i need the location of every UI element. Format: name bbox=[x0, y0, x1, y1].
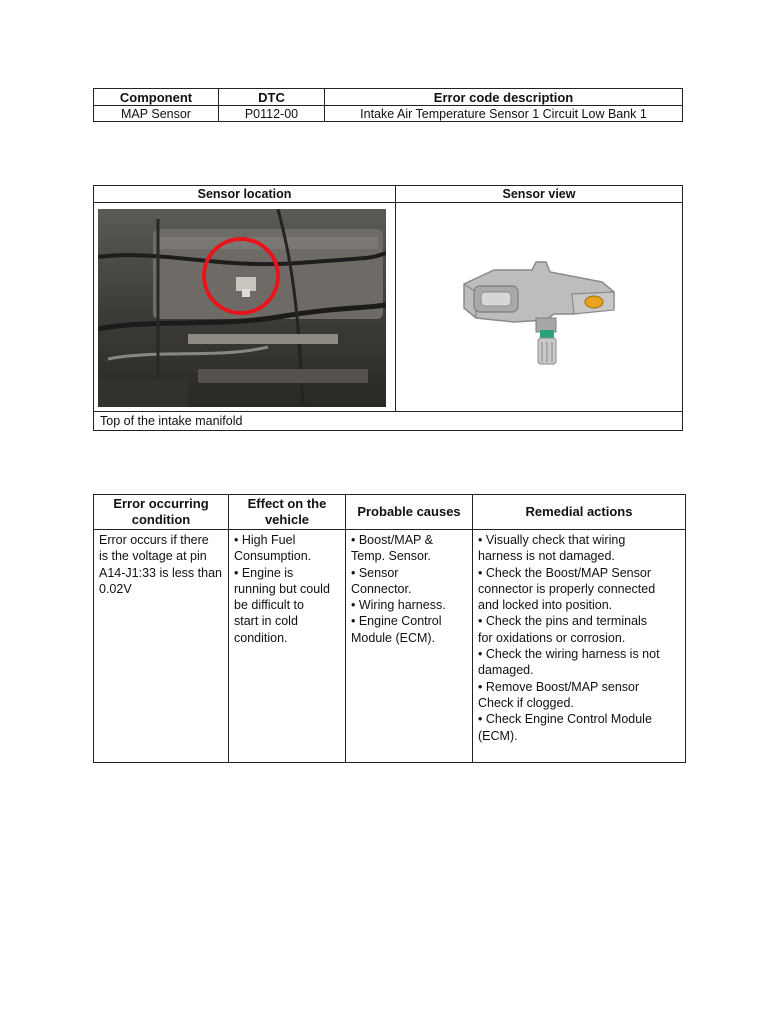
summary-data-row bbox=[94, 106, 683, 122]
condition-line: 0.02V bbox=[99, 581, 132, 596]
header-dtc: DTC bbox=[219, 89, 325, 106]
effect-line: condition. bbox=[234, 630, 288, 645]
effect-line: be difficult to bbox=[234, 598, 304, 613]
condition-cell bbox=[94, 530, 229, 763]
action-line: • Visually check that wiring bbox=[478, 533, 626, 547]
action-line: connector is properly connected bbox=[478, 581, 656, 596]
header-causes: Probable causes bbox=[346, 495, 473, 530]
action-line: and locked into position. bbox=[478, 598, 613, 613]
engine-bay-photo bbox=[98, 209, 386, 407]
causes-cell bbox=[346, 530, 473, 763]
cause-line: • Engine Control bbox=[351, 614, 442, 629]
action-line: • Check the pins and terminals bbox=[478, 614, 648, 629]
location-image-row bbox=[94, 203, 683, 412]
cause-line: Module (ECM). bbox=[351, 630, 436, 645]
effect-line: • High Fuel bbox=[234, 533, 296, 547]
cause-line: Connector. bbox=[351, 581, 412, 596]
summary-header-row bbox=[94, 89, 683, 106]
header-effect: Effect on the vehicle bbox=[229, 495, 346, 530]
action-line: • Check the Boost/MAP Sensor bbox=[478, 565, 651, 580]
action-line: damaged. bbox=[478, 663, 534, 678]
condition-line: is the voltage at pin bbox=[99, 549, 207, 564]
action-line: • Check the wiring harness is not bbox=[478, 647, 660, 662]
header-sensor-location: Sensor location bbox=[94, 186, 396, 203]
header-component: Component bbox=[94, 89, 219, 106]
header-condition: Error occurring condition bbox=[94, 495, 229, 530]
action-line: for oxidations or corrosion. bbox=[478, 630, 626, 645]
effect-line: Consumption. bbox=[234, 549, 312, 564]
cause-line: • Boost/MAP & bbox=[351, 533, 433, 547]
header-sensor-view: Sensor view bbox=[396, 186, 683, 203]
diagnosis-table bbox=[93, 494, 686, 763]
location-caption-row bbox=[94, 412, 683, 431]
location-caption: Top of the intake manifold bbox=[94, 412, 683, 431]
header-error-description: Error code description bbox=[325, 89, 683, 106]
action-line: • Check Engine Control Module bbox=[478, 712, 652, 727]
location-header-row bbox=[94, 186, 683, 203]
sensor-view-cell bbox=[396, 203, 683, 412]
condition-line: Error occurs if there bbox=[99, 533, 209, 547]
dtc-value: P0112-00 bbox=[219, 106, 325, 122]
effects-cell bbox=[229, 530, 346, 763]
cause-line: • Wiring harness. bbox=[351, 598, 446, 613]
action-line: (ECM). bbox=[478, 728, 518, 743]
map-sensor-illustration bbox=[454, 242, 624, 372]
action-line: • Remove Boost/MAP sensor bbox=[478, 679, 640, 694]
diagnosis-data-row bbox=[94, 530, 686, 763]
effect-line: running but could bbox=[234, 581, 330, 596]
engine-photo-cell bbox=[94, 203, 396, 412]
header-remedial-actions: Remedial actions bbox=[473, 495, 686, 530]
action-line: Check if clogged. bbox=[478, 695, 574, 710]
effect-line: start in cold bbox=[234, 614, 298, 629]
action-line: harness is not damaged. bbox=[478, 549, 615, 564]
sensor-location-table bbox=[93, 185, 683, 431]
condition-line: A14-J1:33 is less than bbox=[99, 565, 222, 580]
effect-line: • Engine is bbox=[234, 565, 294, 580]
cause-line: Temp. Sensor. bbox=[351, 549, 431, 564]
dtc-summary-table bbox=[93, 88, 683, 122]
diagnosis-header-row bbox=[94, 495, 686, 530]
error-description-value: Intake Air Temperature Sensor 1 Circuit Low Bank 1 bbox=[325, 106, 683, 122]
component-value: MAP Sensor bbox=[94, 106, 219, 122]
cause-line: • Sensor bbox=[351, 565, 399, 580]
actions-cell bbox=[473, 530, 686, 763]
